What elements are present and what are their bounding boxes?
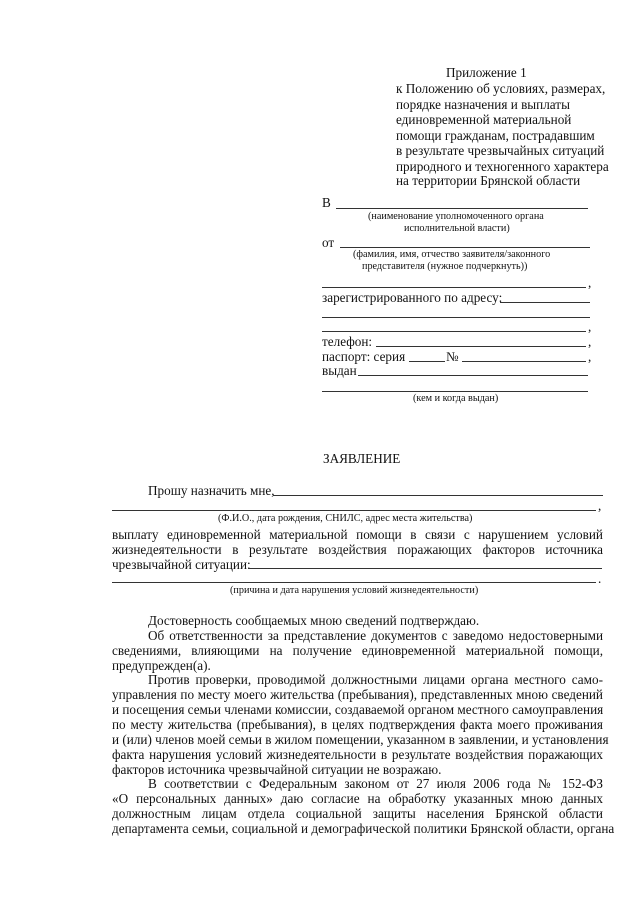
appendix-title: Приложение 1 bbox=[446, 65, 527, 80]
phone-label: телефон: bbox=[322, 334, 373, 349]
statement-heading: ЗАЯВЛЕНИЕ bbox=[323, 451, 401, 466]
appendix-line-3: единовременной материальной bbox=[396, 112, 572, 127]
from-line-comma: , bbox=[588, 275, 592, 290]
registered-label: зарегистрированного по адресу: bbox=[322, 290, 503, 305]
appendix-line-7: на территории Брянской области bbox=[396, 173, 581, 188]
consent-line-3: должностным лицам отдела социальной защиты населения Брянской области bbox=[112, 806, 603, 821]
responsibility-line-3: предупрежден(а). bbox=[112, 658, 211, 673]
issued-caption: (кем и когда выдан) bbox=[413, 393, 499, 404]
request-label: Прошу назначить мне, bbox=[148, 483, 275, 498]
from-field-line[interactable] bbox=[340, 247, 590, 248]
payment-line-2: жизнедеятельности в результате воздействия поражающих факторов источника bbox=[112, 542, 603, 557]
to-field-line[interactable] bbox=[336, 208, 588, 209]
to-caption-1: (наименование уполномоченного органа bbox=[368, 211, 544, 222]
check-line-5: и (или) членов моей семьи в жилом помещении, указанном в заявлении, и установления bbox=[112, 732, 609, 747]
to-prefix: В bbox=[322, 195, 331, 210]
passport-number-field[interactable] bbox=[462, 361, 586, 362]
payment-line-1: выплату единовременной материальной помощи в связи с нарушением условий bbox=[112, 527, 603, 542]
passport-series-field[interactable] bbox=[409, 361, 445, 362]
check-line-2: управления по месту моего жительства (пребывания), представленных мною сведений bbox=[112, 687, 603, 702]
issued-field-line[interactable] bbox=[358, 375, 588, 376]
responsibility-line-1: Об ответственности за представление документов с заведомо недостоверными bbox=[148, 628, 603, 643]
check-line-7: факторов источника чрезвычайной ситуации не возражаю. bbox=[112, 762, 442, 777]
from-prefix: от bbox=[322, 235, 335, 250]
registered-field-line[interactable] bbox=[500, 302, 590, 303]
appendix-line-5: в результате чрезвычайных ситуаций bbox=[396, 143, 605, 158]
check-line-6: факта нарушения условий жизнедеятельности в результате воздействия поражающих bbox=[112, 747, 603, 762]
issued-field-line-2[interactable] bbox=[322, 391, 588, 392]
reason-caption: (причина и дата нарушения условий жизнедеятельности) bbox=[230, 585, 479, 596]
check-line-1: Против проверки, проводимой должностными лицами органа местного само- bbox=[148, 672, 603, 687]
phone-comma: , bbox=[588, 334, 592, 349]
consent-line-1: В соответствии с Федеральным законом от 27 июля 2006 года № 152-ФЗ bbox=[148, 776, 603, 791]
payment-line-3: чрезвычайной ситуации: bbox=[112, 557, 251, 572]
person-line-comma: , bbox=[598, 498, 602, 513]
check-line-3: и посещения семьи членами комиссии, создаваемой органом местного самоуправления bbox=[112, 702, 604, 717]
appendix-line-2: порядке назначения и выплаты bbox=[396, 97, 570, 112]
appendix-line-1: к Положению об условиях, размерах, bbox=[396, 81, 606, 96]
issued-label: выдан bbox=[322, 363, 357, 378]
reason-field-line-2[interactable] bbox=[112, 582, 596, 583]
address-comma: , bbox=[588, 319, 592, 334]
check-line-4: по месту жительства (пребывания), в целях подтверждения факта моего проживания bbox=[112, 717, 603, 732]
passport-number-label: № bbox=[446, 349, 459, 364]
from-caption-1: (фамилия, имя, отчество заявителя/законного bbox=[353, 249, 551, 260]
passport-comma: , bbox=[588, 349, 592, 364]
responsibility-line-2: сведениями, влияющими на получение единовременной материальной помощи, bbox=[112, 643, 603, 658]
address-line-3[interactable] bbox=[322, 331, 586, 332]
appendix-line-6: природного и техногенного характера bbox=[396, 159, 609, 174]
person-field-line[interactable] bbox=[112, 510, 596, 511]
phone-field-line[interactable] bbox=[376, 346, 586, 347]
confirm-paragraph: Достоверность сообщаемых мною сведений подтверждаю. bbox=[148, 613, 480, 628]
passport-series-label: паспорт: серия bbox=[322, 349, 406, 364]
reason-line-period: . bbox=[598, 571, 602, 586]
appendix-line-4: помощи гражданам, пострадавшим bbox=[396, 128, 595, 143]
person-caption: (Ф.И.О., дата рождения, СНИЛС, адрес места жительства) bbox=[218, 513, 473, 524]
request-field-line[interactable] bbox=[273, 495, 603, 496]
consent-line-4: департамента семьи, социальной и демографической политики Брянской области, органа bbox=[112, 821, 615, 836]
address-line-2[interactable] bbox=[322, 317, 590, 318]
from-caption-2: представителя (нужное подчеркнуть)) bbox=[362, 261, 528, 272]
to-caption-2: исполнительной власти) bbox=[404, 223, 510, 234]
consent-line-2: «О персональных данных» даю согласие на обработку указанных мною данных bbox=[112, 791, 603, 806]
reason-field-line[interactable] bbox=[248, 568, 602, 569]
from-field-line-2[interactable] bbox=[322, 287, 586, 288]
